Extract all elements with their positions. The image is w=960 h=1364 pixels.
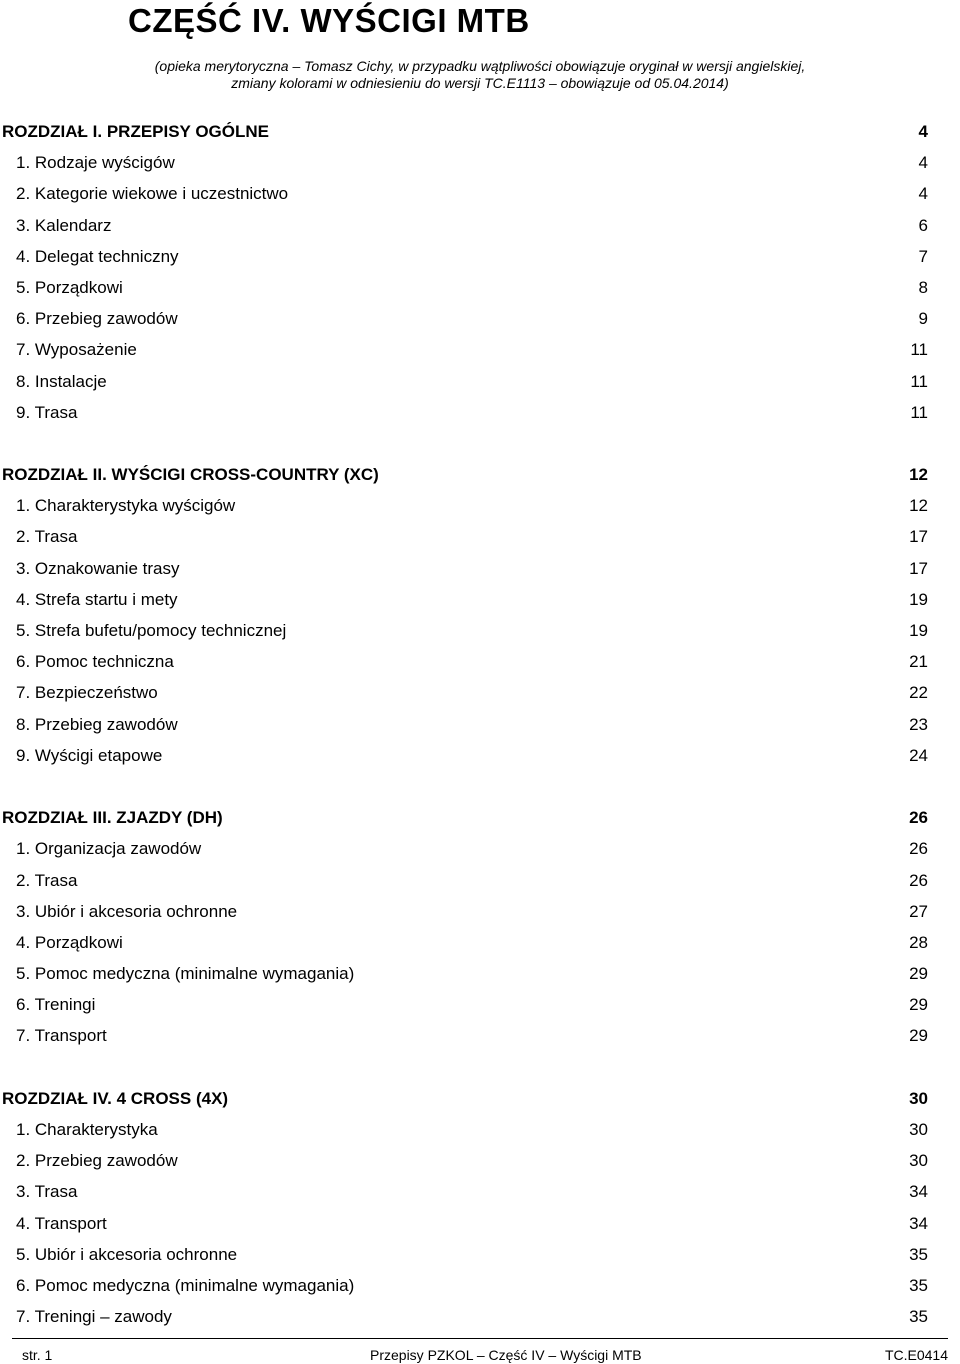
toc-page-number: 23 (909, 714, 928, 734)
toc-page-number: 29 (909, 964, 928, 984)
toc-page-number: 29 (909, 1026, 928, 1046)
toc-page-number: 17 (909, 558, 928, 578)
toc-page-number: 12 (909, 496, 928, 516)
toc-page-number: 26 (909, 808, 928, 828)
toc-entry[interactable] (0, 1145, 960, 1176)
toc-chapter-heading[interactable] (0, 1083, 960, 1114)
toc-entry-label: 4. Porządkowi (16, 932, 123, 952)
toc-entry-label: 6. Pomoc medyczna (minimalne wymagania) (16, 1275, 355, 1295)
toc-entry-label: 7. Transport (16, 1026, 107, 1046)
toc-entry-label: 3. Ubiór i akcesoria ochronne (16, 901, 238, 921)
toc-page-number: 19 (909, 621, 928, 640)
toc-chapter-title: ROZDZIAŁ IV. 4 CROSS (4X) (2, 1088, 229, 1108)
toc-entry[interactable] (0, 178, 960, 209)
toc-page-number: 11 (910, 402, 928, 422)
toc-page-number: 26 (909, 870, 928, 890)
toc-entry[interactable] (0, 896, 960, 927)
toc-entry-label: 2. Kategorie wiekowe i uczestnictwo (16, 184, 289, 204)
toc-entry-label: 4. Strefa startu i mety (16, 589, 178, 609)
toc-entry[interactable] (0, 833, 960, 864)
toc-entry[interactable] (0, 490, 960, 521)
toc-entry[interactable] (0, 334, 960, 365)
toc-entry[interactable] (0, 210, 960, 241)
toc-entry-label: 1. Charakterystyka wyścigów (16, 496, 236, 516)
toc-section (0, 459, 960, 771)
toc-entry[interactable] (0, 1270, 960, 1301)
table-of-contents (0, 116, 960, 1364)
toc-entry[interactable] (0, 709, 960, 740)
toc-chapter-heading[interactable] (0, 116, 960, 147)
toc-page-number: 24 (909, 745, 928, 765)
page-title: CZĘŚĆ IV. WYŚCIGI MTB (128, 2, 530, 39)
toc-chapter-heading[interactable] (0, 802, 960, 833)
toc-page-number: 9 (918, 309, 928, 329)
page-footer (12, 1338, 948, 1363)
toc-page-number: 6 (918, 215, 928, 235)
toc-entry-label: 1. Charakterystyka (16, 1120, 158, 1139)
toc-entry[interactable] (0, 147, 960, 178)
toc-entry-label: 6. Treningi (16, 995, 96, 1015)
toc-entry[interactable] (0, 272, 960, 303)
subtitle-line: zmiany kolorami w odniesieniu do wersji TC.E1113 – obowiązuje od 05.04.2014) (231, 75, 729, 91)
toc-page-number: 35 (909, 1307, 928, 1327)
toc-entry-label: 8. Instalacje (16, 371, 107, 391)
subtitle-line: (opieka merytoryczna – Tomasz Cichy, w przypadku wątpliwości obowiązuje oryginał w wersji angielskiej, (154, 58, 806, 74)
toc-entry-label: 4. Transport (16, 1213, 107, 1233)
toc-entry-label: 6. Pomoc techniczna (16, 652, 174, 672)
toc-entry[interactable] (0, 1020, 960, 1051)
toc-entry-label: 1. Organizacja zawodów (16, 839, 202, 859)
toc-page-number: 12 (909, 465, 928, 485)
toc-chapter-heading[interactable] (0, 459, 960, 490)
toc-page-number: 27 (909, 901, 928, 921)
toc-entry[interactable] (0, 677, 960, 708)
toc-page-number: 26 (909, 839, 928, 859)
toc-page-number: 4 (918, 122, 928, 141)
toc-entry-label: 5. Ubiór i akcesoria ochronne (16, 1244, 238, 1264)
toc-entry[interactable] (0, 615, 960, 646)
toc-entry-label: 3. Oznakowanie trasy (16, 558, 180, 578)
toc-page-number: 8 (918, 277, 928, 297)
toc-page-number: 29 (909, 995, 928, 1015)
toc-page-number: 34 (909, 1213, 928, 1233)
toc-entry[interactable] (0, 397, 960, 428)
toc-entry-label: 5. Porządkowi (16, 277, 123, 297)
toc-page-number: 30 (909, 1120, 928, 1139)
toc-entry[interactable] (0, 989, 960, 1020)
toc-chapter-title: ROZDZIAŁ II. WYŚCIGI CROSS-COUNTRY (XC) (2, 465, 379, 485)
toc-entry[interactable] (0, 521, 960, 552)
toc-page-number: 11 (910, 340, 928, 360)
toc-page-number: 35 (909, 1275, 928, 1295)
toc-entry-label: 6. Przebieg zawodów (16, 309, 178, 329)
toc-page-number: 4 (918, 184, 928, 204)
toc-entry[interactable] (0, 1239, 960, 1270)
toc-entry[interactable] (0, 865, 960, 896)
toc-entry-label: 5. Pomoc medyczna (minimalne wymagania) (16, 964, 355, 984)
toc-page-number: 4 (918, 153, 928, 173)
toc-page-number: 30 (909, 1088, 928, 1108)
toc-entry[interactable] (0, 303, 960, 334)
toc-page-number: 21 (909, 652, 928, 672)
toc-entry-label: 2. Trasa (16, 527, 78, 547)
toc-entry-label: 3. Trasa (16, 1182, 78, 1202)
toc-entry[interactable] (0, 646, 960, 677)
toc-page-number: 22 (909, 683, 928, 703)
toc-entry-label: 1. Rodzaje wyścigów (16, 153, 175, 173)
toc-entry[interactable] (0, 1176, 960, 1207)
toc-chapter-title: ROZDZIAŁ I. PRZEPISY OGÓLNE (2, 122, 269, 141)
toc-entry-label: 5. Strefa bufetu/pomocy technicznej (16, 621, 287, 640)
toc-page-number: 11 (910, 371, 928, 391)
toc-entry-label: 7. Treningi – zawody (16, 1307, 172, 1327)
toc-entry[interactable] (0, 1114, 960, 1145)
toc-page-number: 17 (909, 527, 928, 547)
toc-entry[interactable] (0, 366, 960, 397)
toc-page-number: 7 (918, 246, 928, 266)
toc-section (0, 116, 960, 428)
toc-entry-label: 9. Wyścigi etapowe (16, 745, 163, 765)
toc-page-number: 28 (909, 932, 928, 952)
toc-page-number: 19 (909, 589, 928, 609)
toc-entry-label: 7. Wyposażenie (16, 340, 137, 360)
footer-page-number: str. 1 (22, 1347, 53, 1363)
toc-entry[interactable] (0, 958, 960, 989)
footer-document-title: Przepisy PZKOL – Część IV – Wyścigi MTB (370, 1347, 642, 1363)
toc-entry-label: 8. Przebieg zawodów (16, 714, 178, 734)
page-subtitle (0, 58, 960, 92)
toc-entry[interactable] (0, 927, 960, 958)
toc-page-number: 30 (909, 1151, 928, 1171)
footer-document-code: TC.E0414 (884, 1347, 948, 1363)
toc-entry-label: 7. Bezpieczeństwo (16, 683, 158, 703)
toc-entry-label: 2. Przebieg zawodów (16, 1151, 178, 1171)
toc-entry[interactable] (0, 740, 960, 771)
toc-entry[interactable] (0, 584, 960, 615)
toc-section (0, 1083, 960, 1333)
toc-entry-label: 3. Kalendarz (16, 215, 112, 235)
toc-section (0, 802, 960, 1052)
toc-entry-label: 2. Trasa (16, 870, 78, 890)
toc-page-number: 34 (909, 1182, 928, 1202)
toc-entry[interactable] (0, 1208, 960, 1239)
toc-entry-label: 9. Trasa (16, 402, 78, 422)
toc-entry[interactable] (0, 553, 960, 584)
toc-page-number: 35 (909, 1244, 928, 1264)
toc-entry[interactable] (0, 1301, 960, 1332)
toc-chapter-title: ROZDZIAŁ III. ZJAZDY (DH) (2, 808, 223, 828)
toc-entry-label: 4. Delegat techniczny (16, 246, 179, 266)
toc-entry[interactable] (0, 241, 960, 272)
